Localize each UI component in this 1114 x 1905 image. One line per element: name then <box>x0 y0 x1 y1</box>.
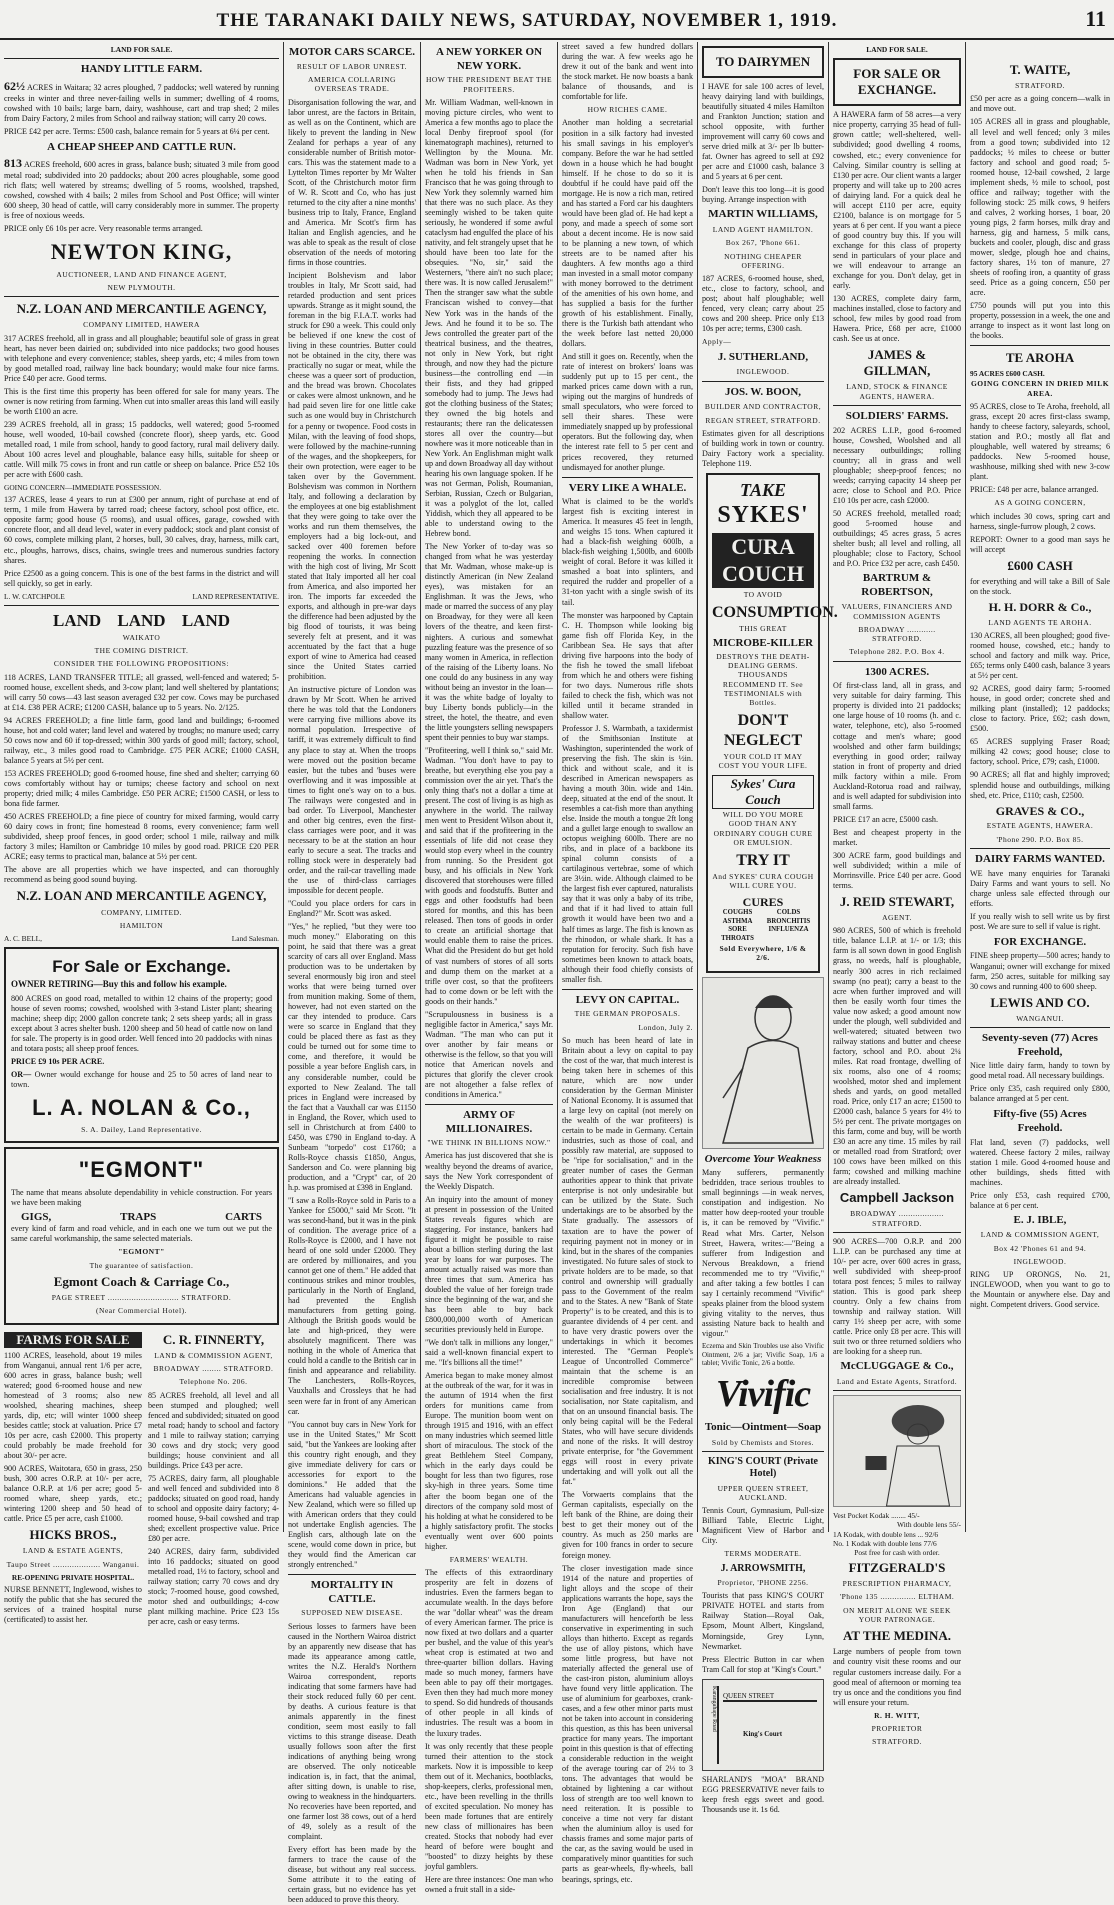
ad-price: PRICE: £48 per acre, balance arranged. <box>970 485 1099 495</box>
ad-text: TO AVOID <box>743 589 783 599</box>
column-6 <box>829 42 965 1747</box>
article-dateline: London, July 2. <box>638 1022 693 1032</box>
ad-text: 90 ACRES; all flat and highly improved; splendid house and outbuildings, milking shed, etc. Price, £110; cash, £2500. <box>970 770 1110 800</box>
map-street-label: QUEEN STREET <box>723 1692 817 1703</box>
brand-name: SYKES' <box>717 502 809 529</box>
ad-text: 130 ACRES, all been ploughed; good five-roomed house, cowshed, etc.; handy to school and factory and milk way. Price, £65; terms only £400 cash, balance 3 years at 5½ per cent. <box>970 631 1110 681</box>
article-paragraph: America has just discovered that she is wealthy beyond the dreams of avarice, says the New York correspondent of the Weekly Dispatch. <box>425 1151 553 1191</box>
ad-text: Don't leave this too long—it is good buying. Arrange inspection with <box>702 185 824 205</box>
ad-text: 900 ACRES, Waitotara, 650 in grass, 250 bush, 300 acres O.R.P. at 10/- per acre, balance O.R.P. at 1/6 per acre; good 5-roomed whare, sheep yards, etc.; wintering 1200 sheep and 50 head of cattle. Price £5 per acre, cash £1000. <box>4 1464 142 1524</box>
ad-text: Nice little dairy farm, handy to town by good metal road. All necessary buildings. <box>970 1061 1110 1081</box>
ad-text: 105 ACRES all in grass and ploughable, all level and well fenced; only 3 miles from a good town; subdivided into 12 paddocks; ½ miles to cheese or butter factory and school and good road; 5-roomed house, 12-bail cowshed, 2 large implement sheds, ½ mile to school, post office and railway; together with the following stock: 25 milk cows, 9 heifers and calves, 2 working horses, 1 boar, 20 young pigs, 2 farm horses, milk dray and harness, gig and harness, 5 milk cans, buckets and cooler, plough, disc and grass mower, sledge, plough hoe and chains, factory shares, 1½ ton of manure, 27 sheets of roofing iron, a quantity of grass seed. Price as a going concern, £50 per acre. <box>970 117 1110 297</box>
ad-text: FINE sheep property—500 acres; handy to Wanganui; owner will exchange for mixed farm, 250 acres, suitable for milking say 30 cows and running 400 to 600 sheep. <box>970 951 1110 991</box>
advertiser-sub: PROPRIETOR <box>871 1723 923 1733</box>
article-paragraph: Professor J. S. Warmbath, a taxidermist of the Smithsonian Institute at Washington, superintended the work of preserving the fish. The skin is ½in. thick and without scale, and it is described in American newspapers as having a mouth 30in. wide and 14in. deep, situated at the end of the snout. It resembles a cat-fish more than anything else. Inside the mouth a tongue 2ft long and a gullet large enough to swallow an octopus weighing 600lb. There are no ribs, and in place of a backbone its spinal column consists of a cartilaginous vertebrae, some of which are 3½in. wide. Although claimed to be the largest fish ever captured, naturalists say that it was only a baby of its tribe, and that if it had lived to attain full growth it would have been two and a half times as large. The fish is known as the rhinodon, or whale shark. It has a reputation for ferocity. Such fish have sometimes been known to attack boats, although their food chiefly consists of smaller fish. <box>562 723 693 984</box>
advertiser-sub: BUILDER AND CONTRACTOR, <box>704 402 822 412</box>
article-paragraph: The New Yorker of to-day was so changed from what he was yesterday that Mr. Wadman, whose make-up is distinctly American (in New Zealand eyes), was mistaken for an Englishman. It was the Jews, who made or marred the success of any play on Broadway, for they were all keen lovers of the theatre, and keen first-nighters. A curious and somewhat puzzling feature was the presence of so many women in America, in reflection of the raising of the Liberty loans. No one could do any business in any way without being an investor in the loan—it was the white badge of loyalty to buy Liberty bonds publicly—in the street, the hotel, the theatre, and even the little youngsters selling newspapers spent their pennies to buy war stamps. <box>425 542 553 742</box>
article-paragraph: "Could you place orders for cars in England?" Mr. Scott was asked. <box>288 898 416 919</box>
advertiser-name: FITZGERALD'S <box>848 1560 946 1576</box>
article-paragraph: "Profiteering, well I think so," said Mr. Wadman. "You don't have to pay to breathe, but everything else you pay a commission over the air yet. That's the only thing that's not a dollar a time at present. The cost of living is as high as anywhere in the world. The railway men went to President Wilson about it, and said that if the profiteering in the essentials of life did not cease they would stop every wheel in the country from running. So the President got busy, and his officials in New York discovered that storehouses were filled with goods and foodstuffs. Butter and eggs and other foodstuffs had been stored for months, and this has been released. Then tons of goods in order to create an artificial shortage that would enable them to raise the prices. What did the President do but get hold of vast numbers of stores of all sorts and dump them on the market at a trifle over cost, so that the profiteers had to come down or be left with the goods on their hands." <box>425 745 553 1006</box>
advertiser-sub: COMPANY LIMITED, HAWERA <box>83 320 200 330</box>
ad-headline: 1300 ACRES. <box>864 665 930 678</box>
ad-headline: RE-OPENING PRIVATE HOSPITAL. <box>11 1573 135 1583</box>
ad-box <box>4 947 279 1143</box>
article-paragraph: The monster was harpooned by Captain C. H. Thompson while looking big game fish off Florida Key, in the Caribbean Sea. He says that after driving five harpoons into the body of the fish he towed the small lifeboat from which he and others were fishing for two days. Numerous rifle shots failed to check the fish, which was not killed until it became stranded in shallow water. <box>562 610 693 720</box>
ad-subhead: NOTHING CHEAPER OFFERING. <box>724 251 802 270</box>
ad-text: 202 ACRES L.I.P., good 6-roomed house, Cowshed, Woolshed and all necessary outbuildings; rolling country; all in grass and well ploughable; sheep-proof fences; no weeds; carrying capacity 14 sheep per acre; close to School and P.O. Price £10 10s per acre, cash £2000. <box>833 425 961 505</box>
advertiser-place: NEW PLYMOUTH. <box>107 283 176 293</box>
sykes-ad <box>706 473 838 973</box>
product-list: GIGS, TRAPS CARTS <box>21 1210 262 1223</box>
ad-text: SHARLAND'S "MOA" BRAND EGG PRESERVATIVE never fails to keep fresh eggs sweet and good. Thousands use it. 1s 6d. <box>702 1774 824 1814</box>
ad-headline: "EGMONT" <box>78 1157 205 1183</box>
advertiser-place: INGLEWOOD. <box>1013 1257 1067 1267</box>
article-paragraph: "We don't talk in millions any longer," said a well-known financial expert to me. "It's billions all the time!" <box>425 1338 553 1368</box>
article-subtitle: RESULT OF LABOR UNREST. <box>296 61 408 71</box>
section-title: LAND FOR SALE. <box>110 45 173 54</box>
advertiser-name: Campbell Jackson <box>839 1190 955 1206</box>
advertiser-name: R. H. WITT, <box>874 1710 920 1720</box>
ad-text: Price £2500 as a going concern. This is one of the best farms in the district and will sell quickly, so get in early. <box>4 568 279 588</box>
column-7 <box>966 42 1114 1532</box>
advertiser-name: E. J. IBLE, <box>1013 1213 1067 1226</box>
advertiser-tel: 'Phone 290. P.O. Box 85. <box>996 834 1084 844</box>
ad-text: I HAVE for sale 100 acres of level, heavy dairying land with buildings, beautifully situated 4 miles Hamilton and Frankton Junction; station and school opposite, with further improvement will carry 60 cows and serve dried milk at 3/- per lb butter-fat. Owner has agreed to sell at £92 per acre and £1000 cash, balance 3 and 5 years at 6 per cent. <box>702 82 824 182</box>
ad-headline: FOR SALE OR EXCHANGE. <box>853 66 941 98</box>
advertiser-sub: ESTATE AGENTS, HAWERA. <box>986 821 1094 831</box>
advertiser-name: N.Z. LOAN AND MERCANTILE AGENCY, <box>16 301 267 317</box>
ad-text: 240 ACRES, dairy farm, subdivided into 16 paddocks; situated on good metalled road, 1½ to factory, school and railway station; carry 70 cows and dry stock; 7-roomed house, good cowshed, motor shed and outbuildings; 4-cow plant milking machine. Price £23 15s per acre, cash or easy terms. <box>147 1547 279 1627</box>
ad-text: 900 ACRES—700 O.R.P. and 200 L.I.P. can be purchased any time at 10/- per acre, over 600 acres in grass, well subdivided with sheep-proof totara post fences; 5 miles to railway station. This is good park sheep country. Only a few chains from township and railway station. Will carry 1½ sheep per acre, with some cattle. Price only £8 per acre. This will suit two or three returned soldiers who are looking for a sheep run. <box>833 1236 961 1357</box>
advertiser-street: REGAN STREET, STRATFORD. <box>705 415 821 425</box>
advertiser-name: HICKS BROS., <box>29 1527 117 1543</box>
article-paragraph: "You cannot buy cars in New York for use in the United States," Mr Scott said, "but the Yankees are looking after this country right enough, and they give immediate delivery for cars or accessories for export to the dominions." He added that the Americans had valuable agencies in New Zealand, which were so filled up with American orders that they could not undertake English agencies. The English cars, although late on the scene, would come down in price, but they would find the American car strongly entrenched." <box>288 1419 416 1570</box>
ad-text: 800 ACRES on good road, metalled to within 12 chains of the property; good house of seven rooms; cowshed, woolshed with 3-stand Lister plant; shearing machine; sheep dip; 2000 gallon concrete tank; 2 sets sheep yards; all in grass except about 3 acres shelter bush. 1200 sheep and 50 head of cattle now on land for sale. The property is in good order. Well fenced into 20 paddocks with ninas and totara posts; all sheep proof fences. <box>11 993 272 1053</box>
article-title: A NEW YORKER ON NEW YORK. <box>435 46 543 72</box>
article-paragraph: street saved a few hundred dollars during the war. A few weeks ago he drew it out of the bank and went into the stock market. He now boasts a bank balance of thousands, and is comfortable for life. <box>562 42 693 102</box>
article-paragraph: "I saw a Rolls-Royce sold in Paris to a Yankee for £5000," said Mr Scott. "It was second-hand, but it was in the pink of condition. The average price of a Rolls-Royce is £2000, and I have not heard of one sold under £2000. They are ordered by millionaires, and you cannot get one of them." He added that continuous strikes and minor troubles, particularly in the North of England, had prevented the English manufacturers from getting going. Although the British goods would be late and high-priced, they were absolutely magnificent. There was nothing in the whole of America that could hold a candle to the British car in finish and appearance and reliability. The Lanchesters, Rolls-Royces, Vauxhalls and Crossleys that he had seen were far in front of any American car. <box>288 1195 416 1416</box>
advertiser-sub: Land and Estate Agents, Stratford. <box>836 1376 958 1386</box>
advertiser-street: BROADWAY ............ STRATFORD. <box>858 624 936 644</box>
article-paragraph: "Yes," he replied, "but they were too much money." Elaborating on this point, he said that there was a great scarcity of cars all over England. Mass production was to be undertaken by several enormously big iron and steel works that were being turned over from munition making. Some of them, however, had not even started on the car they intended to produce. Cars were so scarce in England that they could be placed there as fast as they could be turned out for some time to come, and therefore, it would be possible a year before English cars, in any considerable number, could be exported to New Zealand. The tall prices in England were increased by the fact that a Vauxhall car was £1150 in England, the Rover, which used to sell in Christchurch at from £400 to £450, was £790 in England to-day. A Sunbeam "torpedo" cost £1760; a Rolls-Royce chassis £1850, Angus, Sanderson and Co. were planning big production, and a "Crypt" car, of 20 h.p. was promised at £398 in England. <box>288 922 416 1192</box>
ad-subhead: Tonic—Ointment—Soap <box>704 1420 822 1433</box>
advertiser-name: J. SUTHERLAND, <box>717 350 809 363</box>
advertiser-name: KING'S COURT (Private Hotel) <box>707 1455 818 1480</box>
advertiser-sub: COMPANY, LIMITED. <box>101 907 182 917</box>
ad-price: £600 CASH <box>1007 557 1073 573</box>
ad-text: 187 ACRES, 6-roomed house, shed, etc., close to factory, school, and post; about half ploughable; well fenced, very clean; carry about 25 cows and 200 sheep. Price only £13 10s per acre; terms, £300 cash. <box>702 274 824 334</box>
article-subtitle: AMERICA COLLARING OVERSEAS TRADE. <box>308 74 396 94</box>
advertiser-name: H. H. DORR & Co., <box>988 599 1092 614</box>
ailment-list: COUGHS COLDS ASTHMA BRONCHITIS SORE THROATS INFLUENZA <box>721 909 811 942</box>
article-subtitle: FARMERS' WEALTH. <box>449 1554 529 1564</box>
ad-box <box>833 58 961 106</box>
ad-subhead: OWNER RETIRING—Buy this and follow his example. <box>11 979 227 990</box>
advertiser-tel: 'Phone 135 ............... ELTHAM. <box>839 1592 955 1602</box>
ad-text: which includes 30 cows, spring cart and harness, single-furrow plough, 2 cows. <box>970 511 1110 531</box>
section-title: LAND FOR SALE. <box>866 45 928 54</box>
ad-headline: For Sale or Exchange. <box>52 957 231 977</box>
advertiser-name: J. ARROWSMITH, <box>720 1562 806 1574</box>
article-title: LEVY ON CAPITAL. <box>575 993 680 1006</box>
bottom-ads <box>4 1329 279 1631</box>
ad-text: RING UP ORONGS, No. 21, INGLEWOOD, when you want to go to the Mountain or anywhere else. Day and night. Competent drivers. Good service. <box>970 1270 1110 1310</box>
article-subtitle: THE GERMAN PROPOSALS. <box>574 1009 681 1019</box>
ad-text: £50 per acre as a going concern—walk in and move out. <box>970 94 1110 114</box>
advertiser-place: WANGANUI. <box>1016 1013 1064 1023</box>
price-line: 1A Kodak, with double lens ... 92/6 <box>833 1529 939 1539</box>
advertiser-place: HAMILTON <box>119 920 164 930</box>
ad-subhead: CONSIDER THE FOLLOWING PROPOSITIONS: <box>53 659 230 669</box>
column-5 <box>698 42 838 1814</box>
article-paragraph: An instructive picture of London was drawn by Mr Scott. When he arrived there he was told that the Londoners were carrying five millions above its normal population. Irrespective of tariff, it was extremely difficult to find any place to stay at. When the troops were moved out the position became easier, but the tubes and 'buses were overflowing and it was impossible at times to fight one's way on to a bus. The railways were congested and in bad order. To Liverpool, Manchester and other big centres, even the first-class carriages were poor, and it was necessary to be at the station an hour early to secure a seat. The tracks and rolling stock were in desperately bad order, and the rail-car travelling made the use of third-class carriages impossible for decent people. <box>288 685 416 895</box>
ad-text: 239 ACRES freehold, all in grass; 15 paddocks, well watered; good 5-roomed house, well wooded, 10-bail cowshed (concrete floor), sheep yards, etc. Good metalled road, 1 mile from school, handy to good factory, rural mail delivery daily. About 100 acres level and ploughable, balance easy hills, suitable for sheep or cattle. Will milk 75 cows in front and run cattle or sheep on balance. Price £52 10s per acre with £600 cash. <box>4 420 279 480</box>
masthead-title: THE TARANAKI DAILY NEWS, SATURDAY, NOVEMBER 1, 1919. <box>216 10 838 31</box>
advertiser-name: N.Z. LOAN AND MERCANTILE AGENCY, <box>16 888 267 904</box>
ad-price: PRICE £9 10s PER ACRE. <box>11 1056 105 1066</box>
advertiser-sub: LAND AGENTS TE AROHA. <box>988 617 1092 627</box>
ad-box <box>4 1147 279 1324</box>
ad-text: TAKE <box>739 480 787 501</box>
article-paragraph: Here are three instances: One man who owned a fruit stall in a side- <box>425 1874 553 1894</box>
ad-text: Eczema and Skin Troubles use also Vivific Ointment, 2/6 a jar; Vivific Soap, 1/6 a tablet; Vivific Tonic, 2/6 a bottle. <box>702 1341 824 1368</box>
ad-text: The above are all properties which we have inspected, and can thoroughly recommend as being good sound buying. <box>4 865 279 885</box>
advertiser-name: MARTIN WILLIAMS, <box>708 208 818 221</box>
ad-title: A CHEAP SHEEP AND CATTLE RUN. <box>47 140 236 153</box>
ad-headline: TO DAIRYMEN <box>715 54 811 69</box>
ad-text: 62½ ACRES in Waitara; 32 acres ploughed, 7 paddocks; well watered by running creeks in winter and three never-failing wells in summer; dwelling of 4 rooms, cowshed with 10 bails; large barn, dairy, washhouse, cart and trap shed; 2 miles from Dairy Factory, 2 miles from School and railway station; will carry 20 cows. <box>4 78 280 123</box>
article-paragraph: It was only recently that these people turned their attention to the stock markets. Now it is impossible to keep them out of it. Mechanics, bootblacks, shop-keepers, clerks, professional men, etc., have been revelling in the thrills of excited speculation. No money has been made fortunes that are entirely new class of millionaires has been created. Stocks that nobody had ever heard of before were bought and "boosted" to dizzy heights by these joyful gamblers. <box>425 1741 553 1871</box>
advertiser-name: McCLUGGAGE & Co., <box>840 1360 954 1373</box>
advertiser-place: STRATFORD. <box>872 1737 922 1747</box>
advertiser-sub: LAND & COMMISSION AGENT, <box>154 1350 273 1360</box>
article-paragraph: Mr. William Wadman, well-known in moving picture circles, who went to America a few months ago to place the local Denby fireproof spool (for kinematograph machines), returned to Wellington by the Mouna. Mr. Wadman was born in New York, yet when he told his friends in San Francisco that he was going through to New York they solemnly warned him that there was no such place. As they seemingly wished to be taken quite seriously, he wondered if some awful cataclysm had engulfed the place of his nativity, and felt strangely upset that he should have been too late for the obsequies. "No, sir," said the Westerners, "there ain't no such place; there was. It is now called Jerusalem!" Then the stranger saw what the subtle Franciscan wished to convey—that New York was in the hands of the Jews. And he found it to be so. The Jews controlled the greater part of the theatrical business, and the theatres, not only in New York, but right through, and now they had the picture business—the controlling end —in their fists, and they had gripped somebody had to jump. The Jews had got the clothing business of the States; they owned the big hotels and restaurants; there ran the delicatessen stores all over the country—but nowhere was it more noticeable than in New York. An Englishman might walk up and down Broadway all day without hearing his own language spoken. If he was not German, Polish, Roumanian, Serbian, Russian, Czech or Bulgarian, it was a polyglot of the lot, called Yiddish, which they all appeared to be able to understand owing to the Hebrew bond. <box>425 97 553 539</box>
ad-text: 92 ACRES, good dairy farm; 5-roomed house, in good order; concrete shed and milking plant (installed); 12 paddocks; close to factory. Price, £62; cash down, £500. <box>970 684 1110 734</box>
price-line: No. 1 Kodak with double lens 77/6 <box>833 1538 937 1548</box>
ad-text: 153 ACRES FREEHOLD; good 6-roomed house, fine shed and shelter; carrying 60 cows comfortably without hay or turnips; cheese factory and school on next property; dried milk; 4 miles Cambridge. £50 PER ACRE; £1500 CASH, or less to bona fide farmer. <box>4 769 279 809</box>
advertiser-name: J. REID STEWART, <box>839 893 955 909</box>
ad-signature: A. C. BELL, Land Salesman. <box>4 934 279 944</box>
column-1 <box>0 42 283 1627</box>
advertiser-sub: PRESCRIPTION PHARMACY, <box>842 1579 952 1589</box>
ad-headline: LAND LAND LAND <box>52 610 230 630</box>
advertiser-note: (Near Commercial Hotel). <box>96 1306 187 1316</box>
ad-text: 980 ACRES, 500 of which is freehold title, balance L.I.P. at 1/- or 1/3; this farm is all sown down in good English grass, no weeds, half is ploughable, nearly 300 acres in rich reclaimed swamp (no peat); carry a beast to the acre when further improved and will then be easily worth four times the value now asked; a good amount now under the plough, well subdivided and well-watered; situated between two railway stations and butter and cheese factory, school and P.O. about 2¼ miles. Rat road frontage, dwelling of six rooms, also one of 4 rooms; woolshed, motor shed and implement sheds and yards, on good metalled road. Price, only £17 an acre; £1500 to £2000 cash, balance 5 years for 4½ to 5½ per cent. The private mortgages on this farm, come and buy, will be worth £30 an acre any time. 15 miles by rail or metalled road from Stratford; over 100 cows have been milked on this farm; cowshed and milking machine are already installed. <box>833 926 961 1187</box>
ad-headline: Seventy-seven (77) Acres Freehold, <box>982 1032 1098 1058</box>
column-2 <box>284 42 420 1905</box>
ad-text: for everything and will take a Bill of Sale on the stock. <box>970 576 1110 596</box>
ad-subhead: GOING CONCERN—IMMEDIATE POSSESSION. <box>4 483 162 493</box>
ad-text: 137 ACRES, lease 4 years to run at £300 per annum, right of purchase at end of term, 1 mile from Hawera by tarred road; cheese factory, school post office, etc. opposite farm; good house (5 rooms), and usual offices, garage, cowshed with concrete floor, and all dead level, water in every paddock; stock and plant consist of 60 cows, complete milking plant, 2 horses, bull, 30 calves, dray, harness, milk cart, etc., ploughs, harrows, discs, chains, swingle trees and numerous sundries factory shares. <box>4 495 279 565</box>
brand-name: Vivific <box>715 1372 811 1415</box>
ad-text: Of first-class land, all in grass, and very suitable for dairy farming. This property is divided into 21 paddocks; one large house of 10 rooms (h. and c. water, telephone, etc), also 5-roomed cottage and men's whare; good woolshed and other farm buildings; everything in good order; railway station in front of property and dried milk factory within a mile. From Auckland-Rotorua road and railway, and is well adapted for subdivision into small farms. <box>833 681 961 811</box>
brand-name: CURA COUCH <box>712 533 814 588</box>
ad-headline: FARMS FOR SALE <box>4 1332 142 1348</box>
advertiser-name: NEWTON KING, <box>50 239 233 265</box>
article-title: VERY LIKE A WHALE. <box>568 481 687 494</box>
ad-box <box>702 46 824 78</box>
ad-text: NURSE BENNETT, Inglewood, wishes to notify the public that she has secured the services of a trained hospital nurse (certificated) to assist her. <box>4 1585 142 1625</box>
ad-text: THIS GREAT <box>739 623 787 633</box>
ad-text: 813 ACRES freehold, 600 acres in grass, balance bush; situated 3 mile from good metal road; subdivided into 20 paddocks; about 200 acres ploughable, some good rich flats; well watered by streams; dwelling of 5 rooms, woolshed, trapshed, cowshed, cowshed with 4 bails; 2 miles from School and Post Office; will winter 600 sheep, 30 head of cattle, will carry considerably more in summer. The property is free of noxious weeds. <box>4 156 279 221</box>
ad-text: Many sufferers, permanently bedridden, trace serious troubles to small beginnings —in weak nerves, constipation and indigestion. No matter how deep-rooted your trouble is, it can be removed by "Vivific." Read what Mrs. Carter, Nelson Street, Hawera, writes:—"Being a sufferer from Indigestion and Nervous Breakdown, a friend recommended me to try "Vivific," and after taking a few bottles I can say I certainly recommend "Vivific" speaks plainer from the blood system giving vitality to the nerves, thus assisting Nature back to health and vigour." <box>702 1168 824 1338</box>
ad-price: PRICE £17 an acre, £5000 cash. <box>833 814 938 824</box>
ad-text: REPORT: Owner to a good man says he will accept <box>970 534 1110 554</box>
article-subtitle: "WE THINK IN BILLIONS NOW." <box>427 1138 551 1148</box>
ad-text: A HAWERA farm of 58 acres—a very nice property, carrying 35 head of full-grown cattle; well-sheltered, well-subdivided; good dwelling 4 rooms, cowshed, etc.; every convenience for Calving. Similar country is selling at £130 per acre. Our client wants a larger property and will take up to 200 acres of dairying land. For a quick deal he will accept £110 per acre, equity £2100, balance is on mortgage for 5 years at 6 per cent. If you want a piece of good country buy this. If you will exchange for this class of property send in particulars of your place and we will endeavour to arrange an exchange for you. Don't delay, get in early. <box>833 110 961 290</box>
article-paragraph: The effects of this extraordinary prosperity are felt in dozens of industries. Even the farmers began to accumulate wealth. In the days before the war "dollar wheat" was the dream of every American farmer. The price is now fixed at two dollars and a quarter per bushel, and the value of this year's wheat crop is estimated at two and three-quarter billion dollars. Having made so much money, farmers have been able to pay off their mortgages. Even then they had much more money to spend. So did hundreds of thousands of other people in all kinds of industries. The result was a boom in the luxury trades. <box>425 1568 553 1738</box>
article-title: ARMY OF MILLIONAIRES. <box>445 1108 533 1135</box>
woman-illustration <box>702 977 824 1149</box>
advertiser-sub: AGENT. <box>882 913 912 923</box>
ad-text: 300 ACRE farm, good buildings and well subdivided; within a mile of Morrinsville. Price £40 per acre. Good terms. <box>833 850 961 890</box>
ad-note: Apply— <box>702 337 732 347</box>
advertiser-street: BROADWAY ................... STRATFORD. <box>850 1209 944 1228</box>
ad-headline: AT THE MEDINA. <box>843 1628 951 1644</box>
article-paragraph: "Scrupulousness in business is a negligible factor in America," says Mr. Wadman. "The man who can put it over another by fair means or otherwise is the fellow, so that you will notice that American novels and pictures that glorify the clever crook are not altogether a false reflex of conditions in America." <box>425 1009 553 1099</box>
kodak-illustration <box>833 1395 961 1507</box>
advertiser-name: GRAVES & CO., <box>995 803 1085 818</box>
article-paragraph: The Vorwaerts complains that the German capitalists, especially on the left bank of the Rhine, are doing their best to get their money out of the country. As much as 250 marks are given for 100 francs in order to secure foreign money. <box>562 1490 693 1560</box>
ad-text: 130 ACRES, complete dairy farm, machines installed, close to factory and school, few miles by good road from Hawera. Price, £68 per acre, £1000 cash. See us at once. <box>833 293 961 344</box>
price-line: Vest Pocket Kodak ........ 45/- <box>833 1511 920 1521</box>
ad-text: Estimates given for all descriptions of building work in town or country. Dairy Factory work a speciality. Telephone 119. <box>702 428 824 469</box>
map-building-label: King's Court <box>743 1729 783 1738</box>
article-subtitle: SUPPOSED NEW DISEASE. <box>301 1608 403 1618</box>
price-line: Post free for cash with order. <box>854 1547 940 1557</box>
ad-text: 50 ACRES freehold, metalled road; good 5-roomed house and outbuildings; 45 acres grass, 5 acres shelter bush; all level and rolling, all ploughable; close to Factory, School and P.O. Price £32 per acre, cash £450. <box>833 508 961 568</box>
ad-text: Press Electric Button in car when Tram Call for stop at "King's Court." <box>702 1654 824 1674</box>
advertiser-name: T. WAITE, <box>1009 62 1071 77</box>
ad-title: HANDY LITTLE FARM. <box>80 63 203 76</box>
ad-text: 95 ACRES, close to Te Aroha, freehold, all grass, except 20 acres first-class swamp, handy to cheese factory, saleyards, school, station and P.O.; mostly all flat and ploughable, well watered by streams; 6 paddocks. New 5-roomed house, washhouse, milking shed with new 3-cow plant. <box>970 402 1110 482</box>
masthead <box>0 0 1114 40</box>
article-title: MOTOR CARS SCARCE. <box>288 46 415 58</box>
ad-headline: SOLDIERS' FARMS. <box>845 409 949 422</box>
advertiser-name: Egmont Coach & Carriage Co., <box>53 1273 230 1289</box>
article-paragraph: And still it goes on. Recently, when the rate of interest on brokers' loans was suddenly put up to 15 per cent., the marked prices came down with a run, wiping out the margins of hundreds of small speculators, who were forced to sell their shares. These were immediately snapped up by professional operators. But the following day, when the interest rate fell to 5 per cent and prices recovered, they returned undismayed for another plunge. <box>562 352 693 472</box>
advertiser-tel: Box 42 'Phones 61 and 94. <box>993 1243 1087 1253</box>
article-title: MORTALITY IN CATTLE. <box>310 1579 394 1605</box>
article-subtitle: HOW RICHES CAME. <box>587 105 668 115</box>
column-3 <box>421 42 557 1894</box>
advertiser-sub: S. A. Dailey, Land Representative. <box>81 1125 202 1135</box>
ad-price: Price only £35, cash required only £800, balance arranged at 5 per cent. <box>970 1084 1110 1104</box>
ad-headline: MICROBE-KILLER <box>712 637 814 650</box>
article-paragraph: Every effort has been made by the farmers to trace the cause of the disease, but without any real success. Some attribute it to the eating of certain grass, but no evidence has yet been adduced to prove this theory. <box>288 1845 416 1905</box>
ad-text: WE have many enquiries for Taranaki Dairy Farms and want yours to sell. No charge unless sale effected through our efforts. <box>970 868 1110 908</box>
ad-headline: FOR EXCHANGE. <box>993 935 1087 948</box>
ad-text: every kind of farm and road vehicle, and in each one we turn out we put the same careful workmanship, the same selected materials. <box>11 1224 272 1244</box>
article-paragraph: Disorganisation following the war, and labor unrest, are the factors in Britain, as well as on the Continent, which are likely to prevent the landing in New Zealand for perhaps a year of any considerable number of British motor-cars. This was the statement made to a Lyttelton Times reporter by Mr Walter Scott, of the Christchurch motor firm of W. R. Scott and Co, who has just returned to the city after a nine months' business trip to Italy, France, England and America. Mr Scott's firm has Italian and English agencies, and he was able to speak as the result of close observation of the needs of motoring firms in those countries. <box>288 97 416 268</box>
ad-subhead: AS A GOING CONCERN, <box>994 498 1086 508</box>
advertiser-street: PAGE STREET .............................. STRATFORD. <box>51 1293 232 1303</box>
advertiser-sub: LAND & ESTATE AGENTS, <box>22 1546 124 1556</box>
ad-text: Tourists that pass KING'S COURT PRIVATE HOTEL and starts from Railway Station—Royal Oak, Epsom, Mount Albert, Kingsland, Morningside, Grey Lynn, Newmarket. <box>702 1591 824 1651</box>
ad-headline: TRY IT <box>736 852 790 870</box>
ad-subhead: TERMS MODERATE. <box>724 1549 802 1559</box>
ad-headline: DON'T NEGLECT <box>723 712 803 750</box>
article-paragraph: America began to make money almost at the outbreak of the war, for it was in the autumn of 1914 when the first orders for munitions came from Europe. The munition boom went on through 1915 and 1916, with an effect on many industries which seemed little short of miraculous. The stock of the great Bethlehem Steel Company, which in the early days could be bought for less than two figures, rose sky-high in three years. Some time after the boom began one of the directors of the company sold most of his holding at what he considered to be a highly satisfactory profit. The stocks eventually went over 600 points higher. <box>425 1371 553 1551</box>
ad-subhead: "EGMONT" <box>118 1247 165 1257</box>
ad-text: 75 ACRES, dairy farm, all ploughable and well fenced and subdivided into 8 paddocks; situated on good road, handy to school and opposite dairy factory; 4-roomed house, 9-bail cowshed and trap shed; excellent prospective value. Price £80 per acre. <box>147 1473 279 1544</box>
article-paragraph: Serious losses to farmers have been caused in the Northern Wairoa district by an apparently new disease that has made its appearance among cattle, writes the N.Z. Herald's Northern Wairoa correspondent, reports indicating that some farmers have had their stock reduced fully 60 per cent. by deaths. A curious feature is that animals apparently in the finest condition, seem most easily to fall victims to this strange disease. Death usually follows soon after the first indications of anything being wrong are observed. The only noticeable indication is, in fact, that the animal, after sitting down, is unable to rise, owing to weakness in the hindquarters. No recoveries have been reported, and one farmer lost 38 cows, out of a herd of 49, solely as a result of the complaint. <box>288 1621 416 1842</box>
map-street-label: Karangahape Road <box>707 1686 719 1764</box>
article-paragraph: Another man holding a secretarial position in a silk factory had invested his small savings in his employer's company. Before the war he had settled down in a house which he had bought himself. If he chose to do so it is doubtful if he could have paid off the mortgage. He is now a rich man, retired and has started a Ford car his daughters would have been glad of. He had kept a pony, and made a speech of some sort about a decent income. He is now said to be planning a new town, of which streets are to be named after his daughters. A few months ago a third man invested in a small motor company with money borrowed to the detriment of the amenities of his own home, and has supplied a basis for the further growth of his establishment. Finally, there is the Turkish bath attendant who the week before last netted 20,000 dollars. <box>562 118 693 349</box>
ad-text: Best and cheapest property in the market. <box>833 827 961 847</box>
ad-text: The name that means absolute dependability in vehicle construction. For years we have been making <box>11 1187 272 1207</box>
advertiser-sub: LAND, STOCK & FINANCE AGENTS, HAWERA. <box>846 382 948 401</box>
ad-price: PRICE only £6 10s per acre. Very reasonable terms arranged. <box>4 224 203 234</box>
ad-price: Price only £53, cash required £700, balance at 6 per cent. <box>970 1190 1110 1210</box>
advertiser-tel: Telephone 282. P.O. Box 4. <box>849 647 945 657</box>
ad-price: PRICE £42 per acre. Terms: £500 cash, balance remain for 5 years at 6¼ per cent. <box>4 126 270 136</box>
advertiser-name: JAMES & GILLMAN, <box>863 347 931 379</box>
ad-text: And SYKES' CURA COUGH WILL CURE YOU. <box>712 871 814 891</box>
ad-subhead: WAIKATO <box>122 632 161 642</box>
brand-name: Sykes' Cura Couch <box>712 775 814 809</box>
article-paragraph: Incipient Bolshevism and labor troubles in Italy, Mr Scott said, had retarded production and sent prices upwards. Strange as it might sound, the foreman in the big F.I.A.T. works had struck for £90 a week. This could only be believed if one knew the cost of living in these countries. Butter could not be obtained in the city, there was practically no sugar or meat, while the cheese was a queer sort of production, and the bread was brown. Chocolates or cakes were almost unknown, and he had paid seven lire for one little cake such as one would buy in Christchurch for a penny or twopence. Food costs in Milan, with the leaving of food shops, were followed by the machine-running of the wages, and the shopkeepers, for their own protection, were eager to be taken over by the Government. Bolshevism was common in Northern Italy, and following a declaration by the employees at one big establishment that they were going to take over the works and run them themselves, the employers had a big lock-out, and sacked over 400 foremen before reopening the works. In connection with the high cost of living, Mr Scott stated that Italy imported all her coal from America, and also imported her iron. The imports far exceeded the exports, and although in pre-war days the difference had been adjusted by the big flood of tourists, it was being severely felt at present, and it was accentuated by the fact that a huge export of wine to America had ceased since the United States carried prohibition. <box>288 271 416 682</box>
ad-headline: TE AROHA <box>1005 350 1075 366</box>
ad-text: 85 ACRES freehold, all level and all been stumped and ploughed; well fenced and subdivided; situated on good metal road; handy to school and factory and 1 mile to railway station; carrying 30 cows and dry stock; very good buildings; house convinient and all buildings. Price £43 per acre. <box>147 1390 279 1470</box>
advertiser-name: BARTRUM & ROBERTSON, <box>861 571 933 598</box>
ad-subhead: THE COMING DISTRICT. <box>94 646 189 656</box>
advertiser-role: AUCTIONEER, LAND AND FINANCE AGENT, <box>56 269 227 279</box>
advertiser-tel: Telephone No. 206. <box>179 1377 248 1387</box>
advertiser-place: INGLEWOOD. <box>736 367 790 377</box>
ad-text: 317 ACRES freehold, all in grass and all ploughable; beautiful sole of grass in great heart, has never been dairied on; subdivided into nice paddocks; two good houses with telephone and every convenience; stables, sheep yards, etc; 4 miles from town by good metalled road, railway line back boundary; would make four nice farms. Price £40 per acre. Good terms. <box>4 333 279 383</box>
advertiser-name: LEWIS AND CO. <box>990 994 1090 1010</box>
ad-text: OR— Owner would exchange for house and 25 to 50 acres of land near to town. <box>11 1069 272 1089</box>
ad-text: 450 ACRES FREEHOLD; a fine piece of country for mixed farming, would carry 60 dairy cows in front; fine homestead 8 rooms, every convenience; farm well subdivided, sheep proof fences, in good order; school 1 mile, railway and milk factory 3 miles; Hamilton or Cambridge 10 miles by good road. PRICE £20 PER ACRE; easy terms to practical man, balance at 5½ per cent. <box>4 812 279 862</box>
ad-text: 65 ACRES supplying Fraser Road; milking 42 cows; good house; close to factory, school. Price, £79; cash, £1000. <box>970 737 1110 767</box>
advertiser-tel: Box 267, 'Phone 661. <box>725 238 801 248</box>
ad-headline: CURES <box>742 894 784 909</box>
ad-text: If you really wish to sell write us by first post. We are sure to sell if value is right. <box>970 911 1110 931</box>
column-4 <box>558 42 697 1884</box>
ad-subhead: ON MERIT ALONE WE SEEK YOUR PATRONAGE. <box>843 1605 951 1625</box>
ad-text: YOUR COLD IT MAY COST YOU YOUR LIFE. <box>718 752 808 771</box>
ad-text: Large numbers of people from town and country visit these rooms and our regular customers increase daily. For a good meal of afternoon or morning tea try us once and the conditions you find will ensure your return. <box>833 1647 961 1707</box>
advertiser-sub: Proprietor, 'PHONE 2256. <box>717 1578 809 1588</box>
ad-text: Tennis Court, Gymnasium, Pull-size Billiard Table, Electric Light, Magnificent View of Harbor and City. <box>702 1506 824 1546</box>
article-paragraph: An inquiry into the amount of money at present in possession of the United States reveals figures which are staggering. For instance, bankers had figured it might be possible to raise about a billion sterling during the last year by loans for war purposes. The amount actually raised was more than three times that sum. America has doubled the value of her foreign trade since the beginning of the war, and she has been able to buy back £800,000,000 worth of American securities previously held in Europe. <box>425 1194 553 1335</box>
advertiser-name: JOS. W. BOON, <box>724 385 802 398</box>
ad-headline: Fifty-five (55) Acres Freehold. <box>993 1108 1087 1135</box>
ad-text: Flat land, seven (7) paddocks, well watered. Cheese factory 2 miles, railway station 1 mile. Good 4-roomed house and other buildings, sheds fitted with machines. <box>970 1137 1110 1187</box>
ad-text: DESTROYS THE DEATH-DEALING GERMS. THOUSANDS RECOMMEND IT. See TESTIMONIALS with Bottles. <box>716 651 810 708</box>
article-paragraph: The closer investigation made since 1914 of the nature and properties of light alloys and the scope of their applications warrants the hope, says the Iron Age (England) that our manufacturers will henceforth be less conservative in experimenting in such alloys than hitherto. Except as regards the use of alloy pistons, which have some little progress, but have not materially affected the general use of the cast-iron piston, aluminium alloys have found very little application. The use of aluminium for gearboxes, crank-cases, and a few other minor parts must not be taken into account in considering this question, as this has been universal practice for many years. The important point in this question is that of effecting a considerable reduction in the weight of the average touring car of 2½ to 3 tons. The advantages that would be obtained by lightening a car without loss of strength are too well known to need reiteration. It is possible to conceive a time not very far distant when the aluminium alloy is used for chassis frames and some major parts of the car, as the saving would be used in comparatively minor quantities for such parts as gear-wheels, fly-wheels, ball bearings, springs, etc. <box>562 1563 693 1884</box>
page-number: 11 <box>1085 6 1106 31</box>
ad-text: This is the first time this property has been offered for sale for many years. The owner is now retiring from farming. When cut into smaller areas this land will easily be worth £100 an acre. <box>4 386 279 416</box>
advertiser-name: C. R. FINNERTY, <box>162 1331 265 1347</box>
article-paragraph: What is claimed to be the world's largest fish is exciting interest in America. It measures 45 feet in length, and weighs 15 tons. When captured it had a black-fish weighing 600lb, a black-fish weighing 1,500lb, and 600lb weight of coral. Before it was killed it smashed a boat into splinters, and required the rudder and propeller of a 31-ton yacht with a single swish of its tail. <box>562 497 693 607</box>
article-paragraph: So much has been heard of late in Britain about a levy on capital to pay the cost of the war, that much interest is being taken here in schemes of this nature, which are now under consideration by the German Minister of National Economy. It is assumed that a large levy on capital (not merely on the wealth of the war profiteers) is certain to be made in Germany. Certain industries, such as those of coal, and possibly raw material, are supposed to be "ripe for socialisation," and in the greater number of cases the German authorities appear to think that private enterprise is not only undesirable but can be utilized by the State. Such undertakings are to be absorbed by the State gradually. The assessors of taxation are to have the power of requiring payment not in money or in kind, but in the shares of the companies investigated. No future sales of stock to private holders are to be made, so that control and ownership will gradually pass to the Government of the realm and to the States. A new "Bank of State Property" is to be created, and this is to guarantee dividends of 4 per cent. and to have very drastic powers over the undertakings in which it becomes interested. The "German People's League of Uncontrolled Commerce" maintain that the scheme is an incredible compromise between socialisation and free industry. It is not socialisation, nor State capitalism, and that on an unsound financial basis. The only being capital will be the Federal States, who will have secure dividends and none of the risks. It will destroy private enterprise, for "the Government eggs will roost in every private undertaking and will yolk out all the fat." <box>562 1035 693 1487</box>
advertiser-street: UPPER QUEEN STREET, AUCKLAND. <box>717 1483 809 1502</box>
advertiser-sub: VALUERS, FINANCIERS AND COMMISSION AGENTS <box>841 602 953 621</box>
ad-subhead: The guarantee of satisfaction. <box>89 1260 194 1270</box>
ad-headline: Overcome Your Weakness <box>704 1152 822 1165</box>
advertiser-place: STRATFORD. <box>1015 81 1065 91</box>
ad-text: £750 pounds will put you into this property, possession in a week, the one and arrange to inspect as it wont last long on the books. <box>970 301 1110 341</box>
price-line: With double lens 55/- <box>897 1520 961 1530</box>
ad-text: WILL DO YOU MORE GOOD THAN ANY ORDINARY COUGH CURE OR EMULSION. <box>713 809 813 847</box>
advertiser-name: L. A. NOLAN & Co., <box>32 1094 251 1120</box>
article-subtitle: HOW THE PRESIDENT BEAT THE PROFITEERS. <box>425 75 553 94</box>
ad-text: 1100 ACRES, leasehold, about 19 miles from Wanganui, annual rent 1/6 per acre, 600 acres in grass, balance bush; well watered; good 6-roomed house and new homestead of 3 rooms; also new woolshed, shearing machines, sheep yards, dip, etc; will winter 1000 sheep besides cattle; stock at valuation. Price £7 10s per acre, cash £2000. This property could probably be made freehold for about 30/- per acre. <box>4 1350 142 1461</box>
ad-column <box>148 1329 279 1631</box>
ad-text: Sold by Chemists and Stores. <box>711 1437 815 1447</box>
ad-text: Sold Everywhere, 1/6 & 2/6. <box>719 944 807 963</box>
advertiser-street: Taupo Street .................... Wanganui. <box>6 1559 140 1569</box>
ad-signature: L. W. CATCHPOLE LAND REPRESENTATIVE. <box>4 591 279 601</box>
advertiser-sub: LAND & COMMISSION AGENT, <box>980 1230 1100 1240</box>
ad-headline: DAIRY FARMS WANTED. <box>975 853 1105 866</box>
ad-text: 94 ACRES FREEHOLD; a fine little farm, good land and buildings; 6-roomed house, hot and cold water; land level and watered by troughs; no manure used; carry 50 cows now and 60 if top-dressed; within 300 yards of good mill; factory, school, railway, etc., 3 miles good road to Cambridge. £75 PER ACRE; £1000 CASH, balance 5 years at 5½ per cent. <box>4 715 279 766</box>
street-map <box>702 1679 824 1771</box>
ad-text: 118 ACRES, LAND TRANSFER TITLE; all grassed, well-fenced and watered; 5-roomed house, excellent sheds, and 3-cow plant; land well sheltered by plantations; will carry 50 cows—43 last season averaged £32 per cow. Cows may be purchased at £14. £38 PER ACRE; £1200 CASH, balance up to 5 years. No. 2/125. <box>4 672 279 712</box>
advertiser-sub: LAND AGENT HAMILTON. <box>712 225 814 235</box>
advertiser-street: BROADWAY ........ STRATFORD. <box>153 1364 274 1374</box>
ad-column <box>4 1329 142 1631</box>
ad-headline: CONSUMPTION. <box>712 603 838 621</box>
ad-subhead: 95 ACRES £600 CASH. <box>970 369 1045 379</box>
ad-subhead: GOING CONCERN IN DRIED MILK AREA. <box>970 379 1110 398</box>
